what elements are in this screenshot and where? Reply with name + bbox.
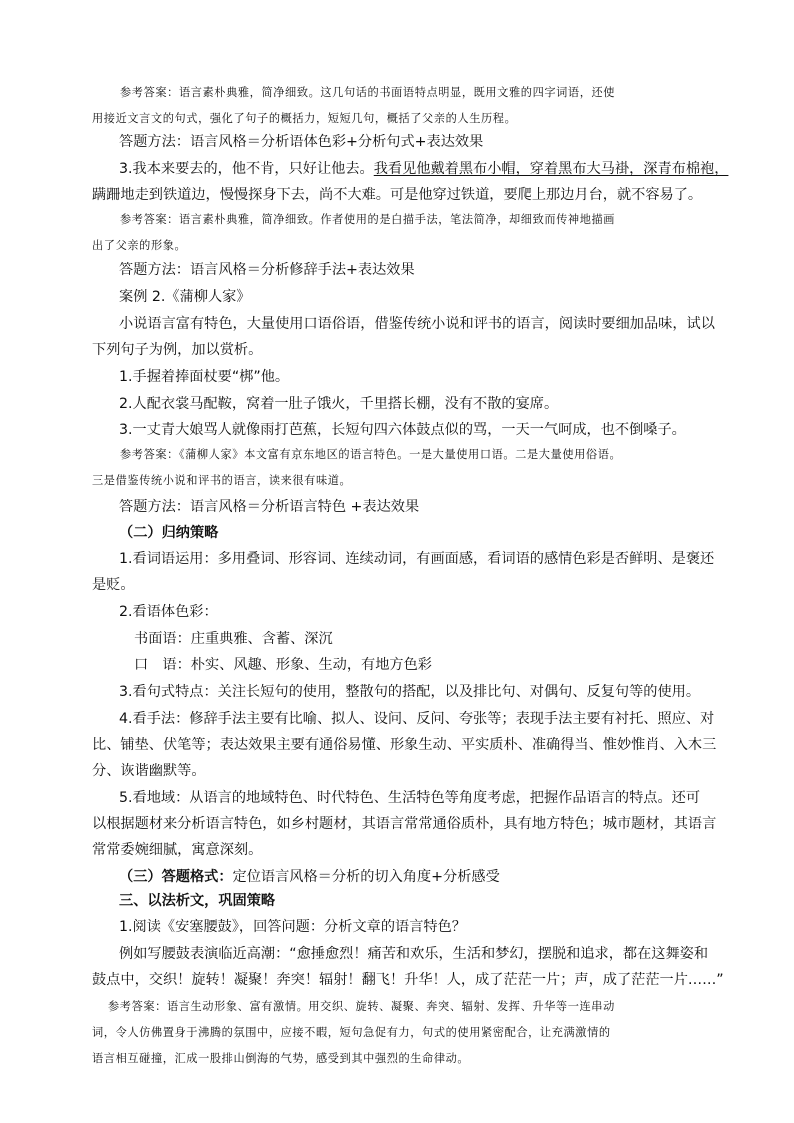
method-line: 答题方法：语言风格＝分析语言特色 +表达效果 [119,499,420,515]
method-line: 答题方法：语言风格＝分析语体色彩+分析句式+表达效果 [119,134,484,150]
text-line: 例如写腰鼓表演临近高潮：“愈捶愈烈！痛苦和欢乐，生活和梦幻，摆脱和追求，都在这舞姿和 [119,946,709,962]
text-line: 1.阅读《安塞腰鼓》，回答问题：分析文章的语言特色？ [119,919,466,935]
text-line: 3.看句式特点：关注长短句的使用，整散句的搭配，以及排比句、对偶句、反复句等的使用。 [119,684,701,700]
text-line: 鼓点中，交织！旋转！凝聚！奔突！辐射！翻飞！升华！人，成了茫茫一片；声，成了茫茫一片……” [92,972,724,988]
answer-line: 语言相互碰撞，汇成一股排山倒海的气势，感受到其中强烈的生命律动。 [92,1052,470,1065]
answer-line: 出了父亲的形象。 [92,239,187,252]
case-title: 案例 2.《蒲柳人家》 [119,289,251,305]
text-line: 以根据题材来分析语言特色，如乡村题材，其语言常常通俗质朴，具有地方特色；城市题材，其语言 [92,816,717,832]
method-line: 答题方法：语言风格＝分析修辞手法+表达效果 [119,262,415,278]
section-heading: （三）答题格式： [119,869,233,885]
text-line: 下列句子为例，加以赏析。 [92,342,263,358]
section-heading: 三、以法析文，巩固策略 [119,893,276,909]
text-line: 1.看词语运用：多用叠词、形容词、连续动词，有画面感，看词语的感情色彩是否鲜明、是褒还 [119,551,715,567]
text-line: 1.手握着捧面杖要“梆”他。 [119,369,290,385]
text-line: 书面语：庄重典雅、含蓄、深沉 [134,631,333,647]
text-line: 2.看语体色彩： [119,604,218,620]
answer-format-line [119,866,500,886]
text-line: 是贬。 [92,577,135,593]
text-line: 2.人配衣裳马配鞍，窝着一肚子饿火，千里搭长棚，没有不散的宴席。 [119,396,559,412]
text-line: 常常委婉细腻，寓意深刻。 [92,842,263,858]
text-line: 口 语：朴实、风趣、形象、生动，有地方色彩 [134,657,432,673]
answer-line: 参考答案：《蒲柳人家》本文富有京东地区的语言特色。一是大量使用口语。二是大量使用俗语。 [120,448,622,461]
text-segment: 定位语言风格＝分析的切入角度+分析感受 [232,869,500,885]
answer-line: 三是借鉴传统小说和评书的语言，读来很有味道。 [92,474,352,487]
text-line: 分、诙谐幽默等。 [92,763,206,779]
answer-line: 参考答案：语言素朴典雅，简净细致。这几句话的书面语特点明显，既用文雅的四字词语，还使 [120,86,616,99]
text-line: 小说语言富有特色，大量使用口语俗语，借鉴传统小说和评书的语言，阅读时要细加品味，试以 [119,316,715,332]
answer-line: 参考答案：语言生动形象、富有激情。用交织、旋转、凝聚、奔突、辐射、发挥、升华等一连串动 [108,1000,615,1013]
text-segment: 3.我本来要去的，他不肯，只好让他去。 [119,161,374,177]
text-line [119,158,728,178]
underlined-text: 我看见他戴着黑布小帽，穿着黑布大马褂，深青布棉袍， [373,161,729,177]
section-heading: （二）归纳策略 [119,525,219,541]
answer-line: 参考答案：语言素朴典雅，简净细致。作者使用的是白描手法，笔法简净，却细致而传神地描画 [120,213,616,226]
text-line: 3.一丈青大娘骂人就像雨打芭蕉，长短句四六体鼓点似的骂，一天一气呵成，也不倒嗓子。 [119,422,686,438]
text-line: 比、铺垫、伏笔等；表达效果主要有通俗易懂、形象生动、平实质朴、准确得当、惟妙惟肖、入木三 [92,737,717,753]
text-line: 4.看手法：修辞手法主要有比喻、拟人、设问、反问、夸张等；表现手法主要有衬托、照应、对 [119,711,715,727]
text-line: 蹒跚地走到铁道边，慢慢探身下去，尚不大难。可是他穿过铁道，要爬上那边月台，就不容易了。 [92,187,703,203]
text-line: 5.看地域：从语言的地域特色、时代特色、生活特色等角度考虑，把握作品语言的特点。还可 [119,790,701,806]
answer-line: 词，令人仿佛置身于沸腾的氛围中，应接不暇，短句急促有力，句式的使用紧密配合，让充满激情的 [92,1026,611,1039]
answer-line: 用接近文言文的句式，强化了句子的概括力，短短几句，概括了父亲的人生历程。 [92,112,517,125]
